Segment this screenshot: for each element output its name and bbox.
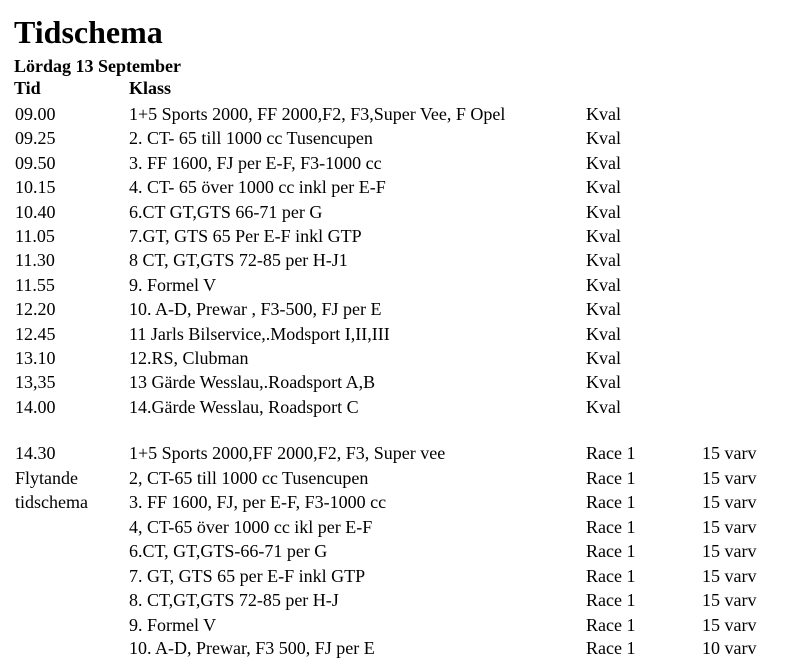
row-time: 12.45 bbox=[15, 323, 56, 344]
row-time: 09.25 bbox=[15, 128, 56, 149]
row-time: 10.40 bbox=[15, 201, 56, 222]
row-class: 14.Gärde Wesslau, Roadsport C bbox=[129, 396, 359, 417]
row-session: Kval bbox=[586, 177, 621, 198]
row-class: 1+5 Sports 2000,FF 2000,F2, F3, Super vee bbox=[129, 443, 446, 463]
row-session: Race 1 bbox=[586, 443, 636, 463]
row-session: Kval bbox=[586, 152, 621, 173]
row-class: 9. Formel V bbox=[129, 274, 217, 295]
qualifying-row bbox=[0, 273, 799, 297]
row-laps: 10 varv bbox=[702, 638, 757, 658]
row-laps: 15 varv bbox=[702, 590, 757, 610]
row-class: 2. CT- 65 till 1000 cc Tusencupen bbox=[129, 128, 373, 149]
row-time: 13.10 bbox=[15, 348, 56, 368]
row-session: Kval bbox=[586, 128, 621, 149]
row-laps: 15 varv bbox=[702, 467, 757, 488]
row-session: Kval bbox=[586, 250, 621, 271]
qualifying-row bbox=[0, 200, 799, 224]
row-time: 12.20 bbox=[15, 299, 56, 320]
header-tid: Tid bbox=[14, 78, 41, 98]
row-session: Race 1 bbox=[586, 565, 636, 586]
qualifying-row bbox=[0, 224, 799, 248]
row-class: 11 Jarls Bilservice,.Modsport I,II,III bbox=[129, 323, 390, 344]
row-class: 2, CT-65 till 1000 cc Tusencupen bbox=[129, 467, 369, 488]
qualifying-row bbox=[0, 126, 799, 150]
row-session: Race 1 bbox=[586, 516, 636, 537]
qualifying-row bbox=[0, 102, 799, 126]
row-laps: 15 varv bbox=[702, 443, 757, 463]
row-class: 3. FF 1600, FJ, per E-F, F3-1000 cc bbox=[129, 492, 387, 512]
row-session: Kval bbox=[586, 348, 621, 368]
qualifying-row bbox=[0, 297, 799, 321]
qualifying-row bbox=[0, 346, 799, 370]
race-row bbox=[0, 490, 799, 514]
race-row bbox=[0, 588, 799, 612]
row-session: Kval bbox=[586, 396, 621, 417]
race-row bbox=[0, 636, 799, 660]
row-session: Kval bbox=[586, 226, 621, 246]
row-class: 6.CT GT,GTS 66-71 per G bbox=[129, 201, 323, 222]
row-class: 4, CT-65 över 1000 cc ikl per E-F bbox=[129, 516, 373, 537]
row-laps: 15 varv bbox=[702, 565, 757, 586]
schedule-date: Lördag 13 September bbox=[14, 56, 181, 76]
race-row bbox=[0, 441, 799, 465]
row-class: 7.GT, GTS 65 Per E-F inkl GTP bbox=[129, 226, 362, 246]
row-laps: 15 varv bbox=[702, 516, 757, 537]
qualifying-row bbox=[0, 175, 799, 199]
row-time: 14.00 bbox=[15, 396, 56, 417]
row-laps: 15 varv bbox=[702, 614, 757, 635]
qualifying-row bbox=[0, 151, 799, 175]
race-row bbox=[0, 613, 799, 637]
row-session: Race 1 bbox=[586, 638, 636, 658]
row-time: 09.50 bbox=[15, 152, 56, 173]
row-class: 6.CT, GT,GTS-66-71 per G bbox=[129, 541, 328, 561]
row-time: 14.30 bbox=[15, 443, 56, 463]
row-laps: 15 varv bbox=[702, 541, 757, 561]
row-session: Kval bbox=[586, 274, 621, 295]
page-title: Tidschema bbox=[14, 14, 163, 50]
row-class: 1+5 Sports 2000, FF 2000,F2, F3,Super Vee, F Opel bbox=[129, 104, 506, 124]
row-session: Kval bbox=[586, 372, 621, 393]
row-session: Race 1 bbox=[586, 590, 636, 610]
row-session: Kval bbox=[586, 323, 621, 344]
row-class: 13 Gärde Wesslau,.Roadsport A,B bbox=[129, 372, 376, 393]
row-session: Kval bbox=[586, 299, 621, 320]
row-session: Kval bbox=[586, 104, 621, 124]
row-time: 10.15 bbox=[15, 177, 56, 198]
row-time: 11.05 bbox=[15, 226, 55, 246]
header-klass: Klass bbox=[129, 78, 172, 98]
row-session: Race 1 bbox=[586, 541, 636, 561]
row-class: 12.RS, Clubman bbox=[129, 348, 249, 368]
row-time: Flytande bbox=[15, 467, 78, 488]
race-row bbox=[0, 539, 799, 563]
row-session: Race 1 bbox=[586, 614, 636, 635]
row-class: 10. A-D, Prewar, F3 500, FJ per E bbox=[129, 638, 375, 658]
row-time: tidschema bbox=[15, 492, 88, 512]
race-row bbox=[0, 564, 799, 588]
row-class: 3. FF 1600, FJ per E-F, F3-1000 cc bbox=[129, 152, 382, 173]
row-time: 11.55 bbox=[15, 274, 55, 295]
qualifying-row bbox=[0, 395, 799, 419]
row-class: 9. Formel V bbox=[129, 614, 217, 635]
row-class: 4. CT- 65 över 1000 cc inkl per E-F bbox=[129, 177, 386, 198]
row-time: 13,35 bbox=[15, 372, 56, 393]
qualifying-row bbox=[0, 248, 799, 272]
row-time: 09.00 bbox=[15, 104, 56, 124]
row-session: Kval bbox=[586, 201, 621, 222]
row-laps: 15 varv bbox=[702, 492, 757, 512]
race-row bbox=[0, 466, 799, 490]
row-class: 8 CT, GT,GTS 72-85 per H-J1 bbox=[129, 250, 348, 271]
qualifying-row bbox=[0, 370, 799, 394]
row-session: Race 1 bbox=[586, 467, 636, 488]
row-class: 7. GT, GTS 65 per E-F inkl GTP bbox=[129, 565, 366, 586]
qualifying-row bbox=[0, 322, 799, 346]
race-row bbox=[0, 515, 799, 539]
row-class: 8. CT,GT,GTS 72-85 per H-J bbox=[129, 590, 339, 610]
row-session: Race 1 bbox=[586, 492, 636, 512]
row-class: 10. A-D, Prewar , F3-500, FJ per E bbox=[129, 299, 382, 320]
row-time: 11.30 bbox=[15, 250, 55, 271]
